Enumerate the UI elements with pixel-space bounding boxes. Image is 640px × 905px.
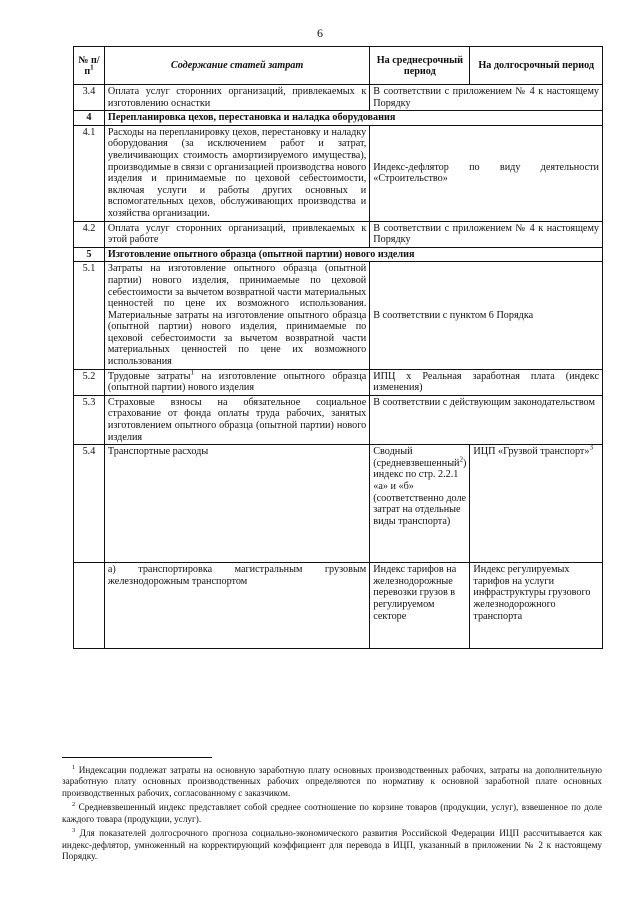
row-value: В соответствии с пунктом 6 Порядка <box>370 262 603 369</box>
table-row <box>74 262 603 369</box>
header-long-term: На долгосрочный период <box>470 47 603 85</box>
row-content: Транспортные расходы <box>104 445 369 563</box>
row-number-empty <box>74 563 105 649</box>
footnote-3: $^3$ Для показателей долгосрочного прогноза социально-экономического развития Российской Федерации ИЦП рассчитывается как индекс-дефлятор, умноженный на корректирующий коэффициент для перевода в ИЦП, указанный в приложении № 2 к настоящему Порядку. <box>62 827 602 862</box>
table-row <box>74 125 603 221</box>
page-number: 6 <box>317 26 323 40</box>
footnote-divider <box>62 757 212 758</box>
row-number: 4.2 <box>74 221 105 247</box>
section-title: Изготовление опытного образца (опытной партии) нового изделия <box>104 247 602 262</box>
section-title: Перепланировка цехов, перестановка и наладка оборудования <box>104 111 602 126</box>
row-value: В соответствии с действующим законодательством <box>370 395 603 444</box>
table-row <box>74 395 603 444</box>
footnotes <box>62 757 602 862</box>
row-value: В соответствии с приложением № 4 к настоящему Порядку <box>370 85 603 111</box>
row-content: Расходы на перепланировку цехов, перестановку и наладку оборудования (за исключением работ и затрат, увеличивающих стоимость амортизируемого имущества), производимые в связи с организацией производства нового изделия и принимаемые по цеховой себестоимости, включая услуги и работы других основных и вспомогательных цехов, обслуживающих производства и хозяйства организации. <box>104 125 369 221</box>
row-number: 5.4 <box>74 445 105 563</box>
table-row <box>74 563 603 649</box>
row-medium-value: Индекс тарифов на железнодорожные перевозки грузов в регулируемом секторе <box>370 563 470 649</box>
section-row <box>74 111 603 126</box>
table-row <box>74 221 603 247</box>
row-long-value: Индекс регулируемых тарифов на услуги инфраструктуры грузового железнодорожного транспорта <box>470 563 603 649</box>
row-content: Трудовые затраты$^1$ на изготовление опытного образца (опытной партии) нового изделия <box>104 369 369 395</box>
table-header-row <box>74 47 603 85</box>
footnote-1: $^1$ Индексации подлежат затраты на основную заработную плату основных производственных рабочих, затраты на дополнительную заработную плату основных производственных рабочих определяются по нормативу к основной заработной плате основных производственных рабочих, согласованному с заказчиком. <box>62 764 603 798</box>
row-number: 3.4 <box>74 85 105 111</box>
row-content: а) транспортировка магистральным грузовым железнодорожным транспортом <box>104 563 369 649</box>
row-content: Оплата услуг сторонних организаций, привлекаемых к изготовлению оснастки <box>104 85 369 111</box>
row-number: 5.1 <box>74 262 105 369</box>
table-row <box>74 369 603 395</box>
header-content: Содержание статей затрат <box>104 47 369 85</box>
row-content: Страховые взносы на обязательное социальное страхование от фонда оплаты труда рабочих, занятых изготовлением опытного образца (опытной партии) нового изделия <box>104 395 369 444</box>
row-medium-value: Сводный (средневзвешенный$^2$) индекс по стр. 2.2.1 «а» и «б» (соответственно доле затрат на отдельные виды транспорта) <box>370 445 470 563</box>
cost-items-table <box>73 46 603 649</box>
section-number: 4 <box>74 111 105 126</box>
header-medium-term: На среднесрочный период <box>370 47 470 85</box>
footnote-2: $^2$ Средневзвешенный индекс представляет собой среднее соотношение по корзине товаров (продукции, услуг), взвешенное по доле каждого товара (продукции, услуг). <box>62 801 602 824</box>
header-number: № $п/п^1$ <box>74 47 105 85</box>
table-row <box>74 85 603 111</box>
section-row <box>74 247 603 262</box>
section-number: 5 <box>74 247 105 262</box>
row-value: В соответствии с приложением № 4 к настоящему Порядку <box>370 221 603 247</box>
row-value: Индекс-дефлятор по виду деятельности «Строительство» <box>370 125 603 221</box>
row-content: Затраты на изготовление опытного образца (опытной партии) нового изделия, принимаемые по цеховой себестоимости за вычетом возвратной части материальных ценностей по цене их возможного использования. Материальные затраты на изготовление опытного образца (опытной партии) нового изделия, принимаемые по цеховой себестоимости за вычетом возвратной части материальных ценностей по цене их возможного использования <box>104 262 369 369</box>
row-content: Оплата услуг сторонних организаций, привлекаемых к этой работе <box>104 221 369 247</box>
row-number: 4.1 <box>74 125 105 221</box>
row-value: ИПЦ х Реальная заработная плата (индекс изменения) <box>370 369 603 395</box>
row-number: 5.3 <box>74 395 105 444</box>
row-number: 5.2 <box>74 369 105 395</box>
table-row <box>74 445 603 563</box>
row-long-value: ИЦП «Грузвой транспорт»$^3$ <box>470 445 603 563</box>
